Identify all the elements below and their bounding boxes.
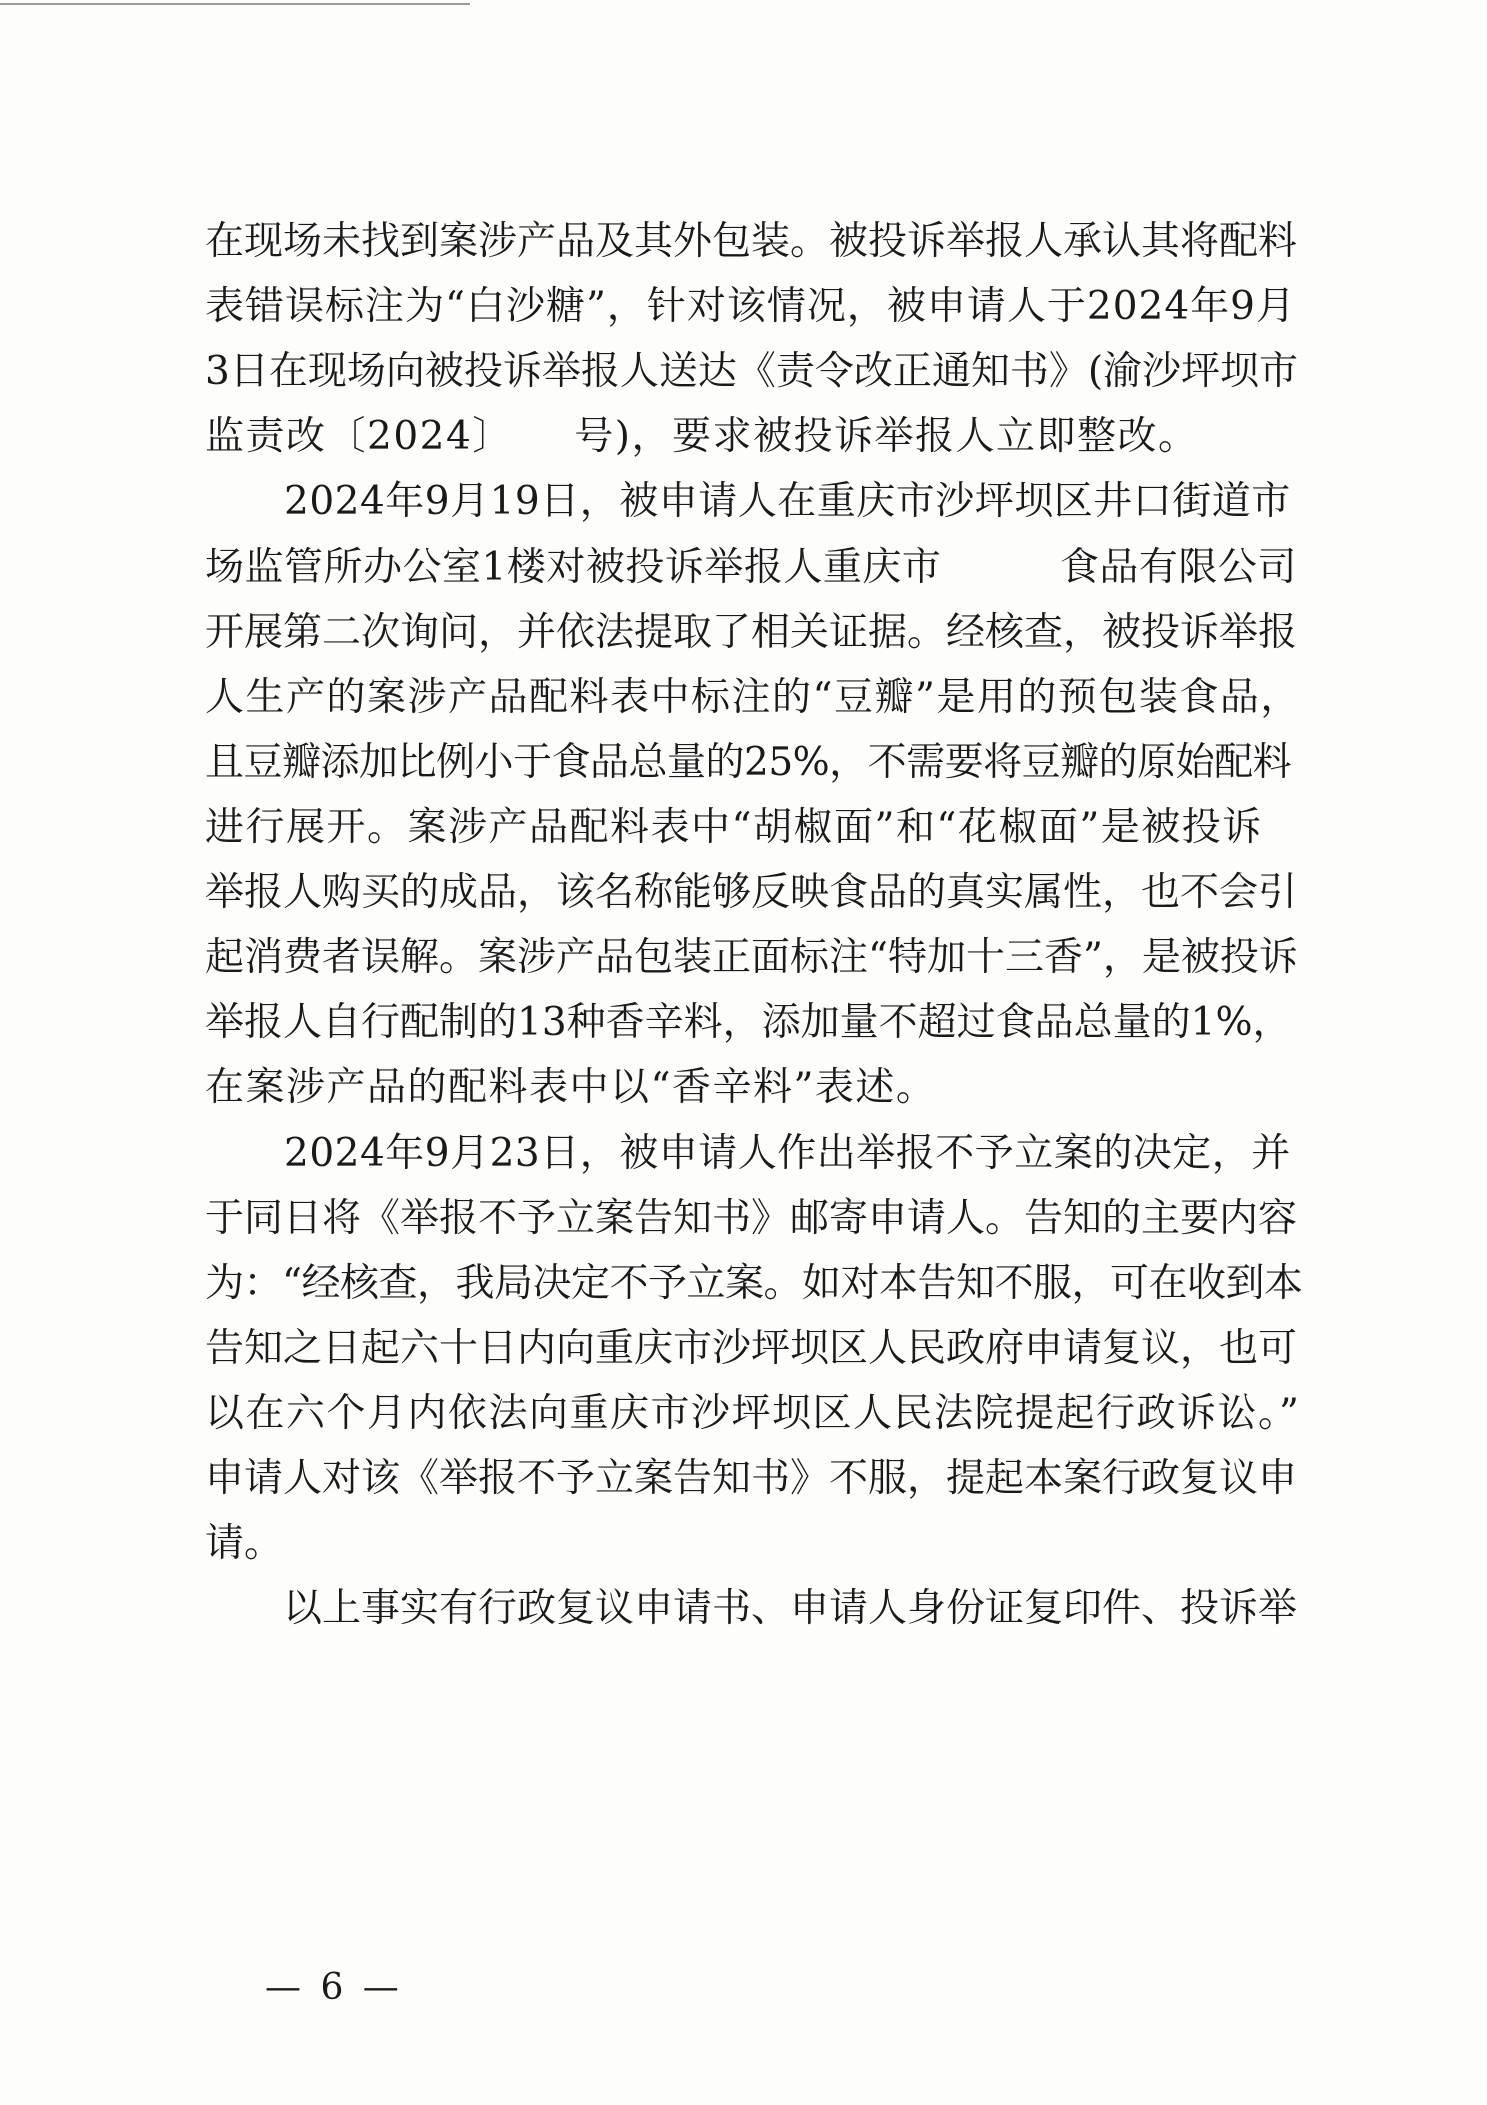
text-line: 在案涉产品的配料表中以“香辛料”表述。 <box>205 1065 937 1110</box>
text-line: 申请人对该《举报不予立案告知书》不服，提起本案行政复议申 <box>205 1456 1298 1501</box>
text-line: 人生产的案涉产品配料表中标注的“豆瓣”是用的预包装食品， <box>205 675 1301 720</box>
text-line: 为：“经核查，我局决定不予立案。如对本告知不服，可在收到本 <box>205 1261 1303 1306</box>
text-line: 以在六个月内依法向重庆市沙坪坝区人民法院提起行政诉讼。” <box>205 1391 1301 1436</box>
text-line: 以上事实有行政复议申请书、申请人身份证复印件、投诉举 <box>205 1586 1298 1631</box>
text-line: 监责改〔2024〕 号)，要求被投诉举报人立即整改。 <box>205 414 1199 459</box>
top-rule <box>0 3 470 5</box>
page-number: — 6 — <box>265 1967 403 2008</box>
text-line: 于同日将《举报不予立案告知书》邮寄申请人。告知的主要内容 <box>205 1196 1298 1241</box>
text-line: 表错误标注为“白沙糖”，针对该情况，被申请人于2024年9月 <box>205 284 1296 329</box>
text-line: 场监管所办公室1楼对被投诉举报人重庆市 食品有限公司 <box>205 545 1297 590</box>
text-line: 进行展开。案涉产品配料表中“胡椒面”和“花椒面”是被投诉 <box>205 805 1263 850</box>
text-line: 且豆瓣添加比例小于食品总量的25%，不需要将豆瓣的原始配料 <box>205 740 1292 785</box>
text-line: 3日在现场向被投诉举报人送达《责令改正通知书》(渝沙坪坝市 <box>205 349 1299 394</box>
text-line: 起消费者误解。案涉产品包装正面标注“特加十三香”，是被投诉 <box>205 935 1298 980</box>
text-line: 开展第二次询问，并依法提取了相关证据。经核查，被投诉举报 <box>205 610 1298 655</box>
text-line: 2024年9月19日，被申请人在重庆市沙坪坝区井口街道市 <box>205 479 1291 524</box>
text-line: 2024年9月23日，被申请人作出举报不予立案的决定，并 <box>205 1131 1291 1176</box>
text-line: 在现场未找到案涉产品及其外包装。被投诉举报人承认其将配料 <box>205 219 1298 264</box>
text-line: 举报人购买的成品，该名称能够反映食品的真实属性，也不会引 <box>205 870 1298 915</box>
text-line: 举报人自行配制的13种香辛料，添加量不超过食品总量的1%， <box>205 1000 1292 1045</box>
text-line: 请。 <box>205 1521 284 1566</box>
text-line: 告知之日起六十日内向重庆市沙坪坝区人民政府申请复议，也可 <box>205 1326 1298 1371</box>
